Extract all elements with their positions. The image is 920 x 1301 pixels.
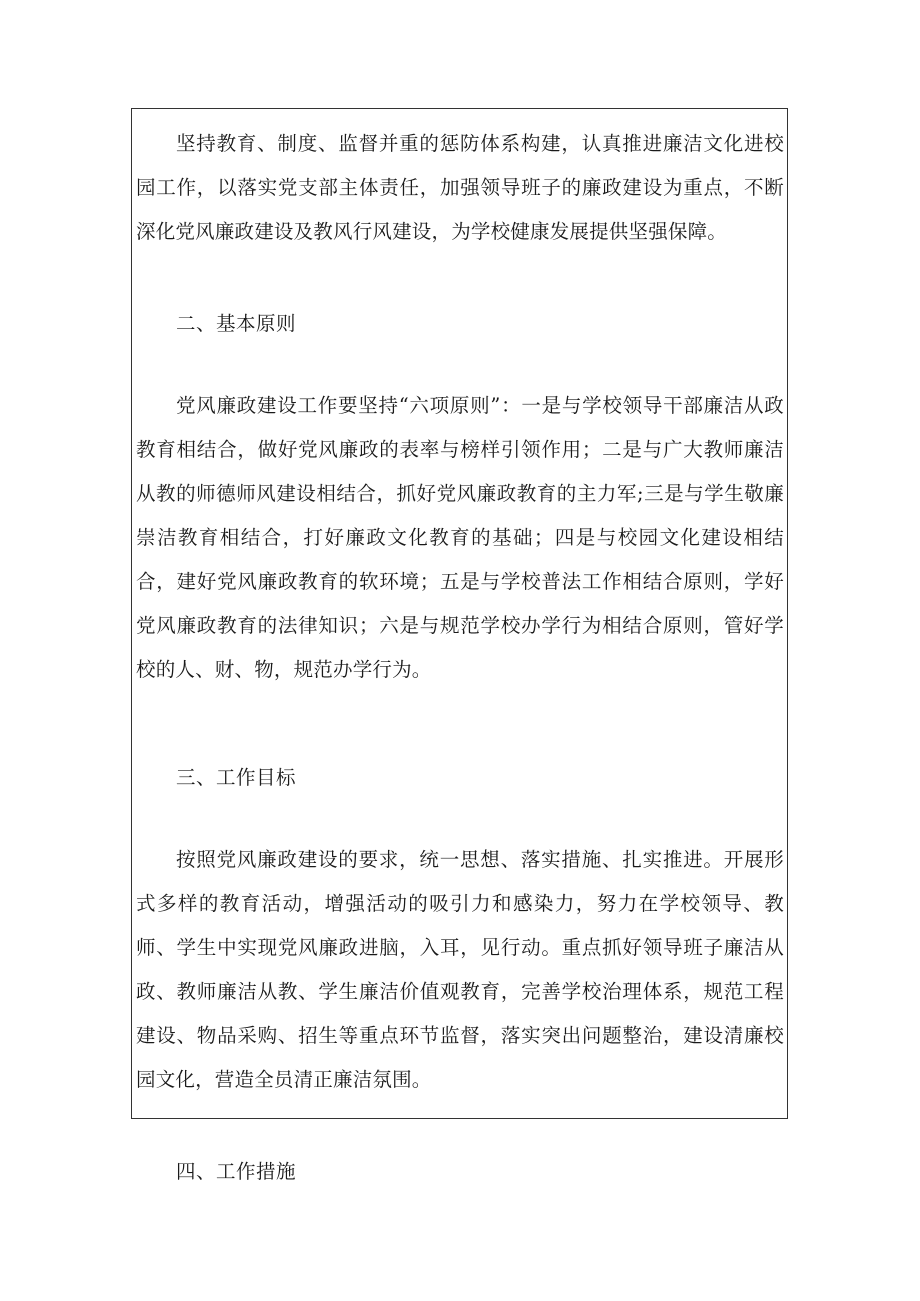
principles-paragraph: 党风廉政建设工作要坚持“六项原则”：一是与学校领导干部廉洁从政教育相结合，做好党风廉政的表率与榜样引领作用；二是与广大教师廉洁从教的师德师风建设相结合，抓好党风廉政教育的主力军;三是与学生敬廉崇洁教育相结合，打好廉政文化教育的基础；四是与校园文化建设相结合，建好党风廉政教育的软环境；五是与学校普法工作相结合原则，学好党风廉政教育的法律知识；六是与规范学校办学行为相结合原则，管好学校的人、财、物，规范办学行为。 [136,394,784,681]
section-heading-principles: 二、基本原则 [176,312,297,335]
section-heading-goals: 三、工作目标 [176,766,297,789]
section-heading-measures: 四、工作措施 [176,1160,297,1183]
intro-paragraph: 坚持教育、制度、监督并重的惩防体系构建，认真推进廉洁文化进校园工作，以落实党支部主体责任，加强领导班子的廉政建设为重点，不断深化党风廉政建设及教风行风建设，为学校健康发展提供坚强保障。 [136,132,784,243]
goals-paragraph: 按照党风廉政建设的要求，统一思想、落实措施、扎实推进。开展形式多样的教育活动，增强活动的吸引力和感染力，努力在学校领导、教师、学生中实现党风廉政进脑，入耳，见行动。重点抓好领导班子廉洁从政、教师廉洁从教、学生廉洁价值观教育，完善学校治理体系，规范工程建设、物品采购、招生等重点环节监督，落实突出问题整治，建设清廉校园文化，营造全员清正廉洁氛围。 [136,848,784,1091]
